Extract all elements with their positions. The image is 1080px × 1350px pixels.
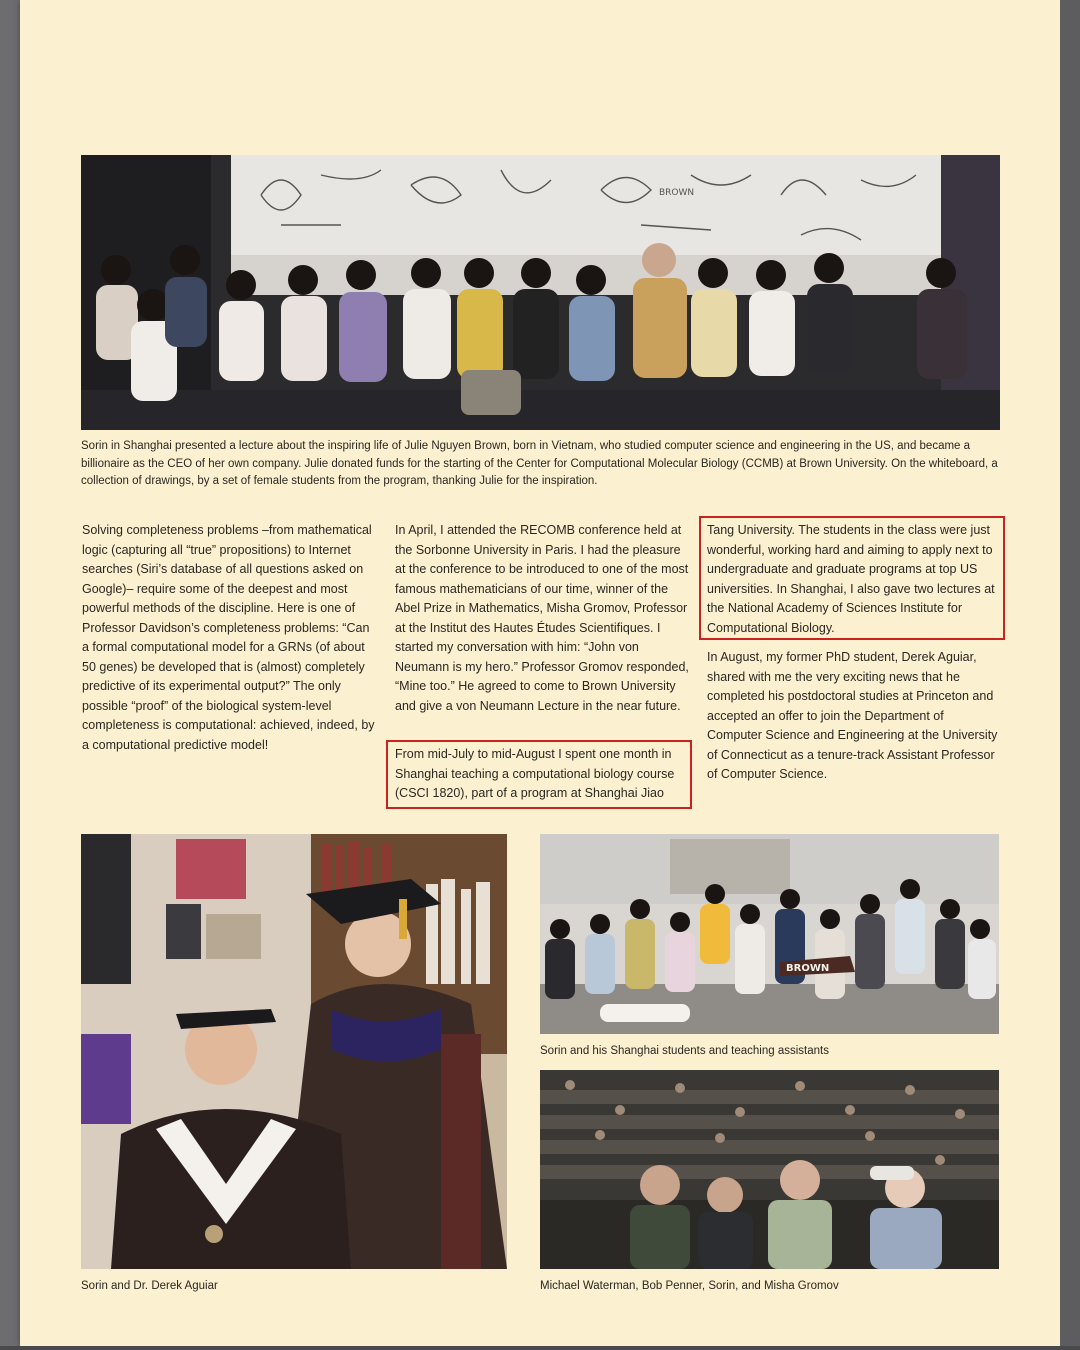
auditorium-photo: [540, 1070, 999, 1269]
left-column-text: Solving completeness problems –from mathematical logic (capturing all “true” propositions) to Internet searches (Siri’s database of all questions asked on Google)– require some of the deepest and most powerful methods of the discipline. Here is one of Professor Davidson’s completeness problems: “Can a formal computational model for a GRNs (of about 50 genes) be developed that is (almost) completely predictive of its experimental output?” The only possible “proof” of the biological system-level completeness is computational: achieved, indeed, by a computational predictive model!: [82, 523, 375, 752]
viewer-bottom-edge: [0, 1346, 1080, 1350]
brown-pennant: BROWN: [786, 963, 830, 974]
graduation-photo-caption: Sorin and Dr. Derek Aguiar: [81, 1280, 218, 1292]
group-photo-whiteboard: [81, 155, 1000, 430]
viewer-background: [1060, 0, 1080, 1350]
students-photo-caption: Sorin and his Shanghai students and teaching assistants: [540, 1045, 829, 1057]
graduation-photo: [81, 834, 507, 1269]
whiteboard-word: BROWN: [659, 188, 695, 198]
students-photo: [540, 834, 999, 1034]
middle-column-text: In April, I attended the RECOMB conference held at the Sorbonne University in Paris. I had the pleasure at the conference to be introduced to one of the most famous mathematicians of our time, winner of the Abel Prize in Mathematics, Misha Gromov, Professor at the Institut des Hautes Études Scientifiques. I started my conversation with him: “John von Neumann is my hero.” Professor Gromov responded, “Mine too.” He agreed to come to Brown University and give a von Neumann Lecture in the near future.: [395, 523, 689, 713]
right-highlight-text: Tang University. The students in the class were just wonderful, working hard and aiming to apply next to undergraduate and graduate programs at top US universities. In Shanghai, I also gave two lectures at the National Academy of Sciences Institute for Computational Biology.: [707, 523, 995, 635]
middle-highlight-text: From mid-July to mid-August I spent one month in Shanghai teaching a computational biology course (CSCI 1820), part of a program at Shanghai Jiao: [395, 747, 675, 800]
top-photo-caption: Sorin in Shanghai presented a lecture about the inspiring life of Julie Nguyen Brown, born in Vietnam, who studied computer science and engineering in the US, and became a billionaire as the CEO of her own company. Julie donated funds for the starting of the Center for Computational Molecular Biology (CCMB) at Brown University. On the whiteboard, a collection of drawings, by a set of female students from the program, thanking Julie for the inspiration.: [81, 440, 998, 487]
right-column-text: In August, my former PhD student, Derek Aguiar, shared with me the very exciting news that he completed his postdoctoral studies at Princeton and accepted an offer to join the Department of Computer Science and Engineering at the University of Connecticut as a tenure-track Assistant Professor of Computer Science.: [707, 650, 998, 781]
auditorium-photo-caption: Michael Waterman, Bob Penner, Sorin, and Misha Gromov: [540, 1280, 839, 1292]
